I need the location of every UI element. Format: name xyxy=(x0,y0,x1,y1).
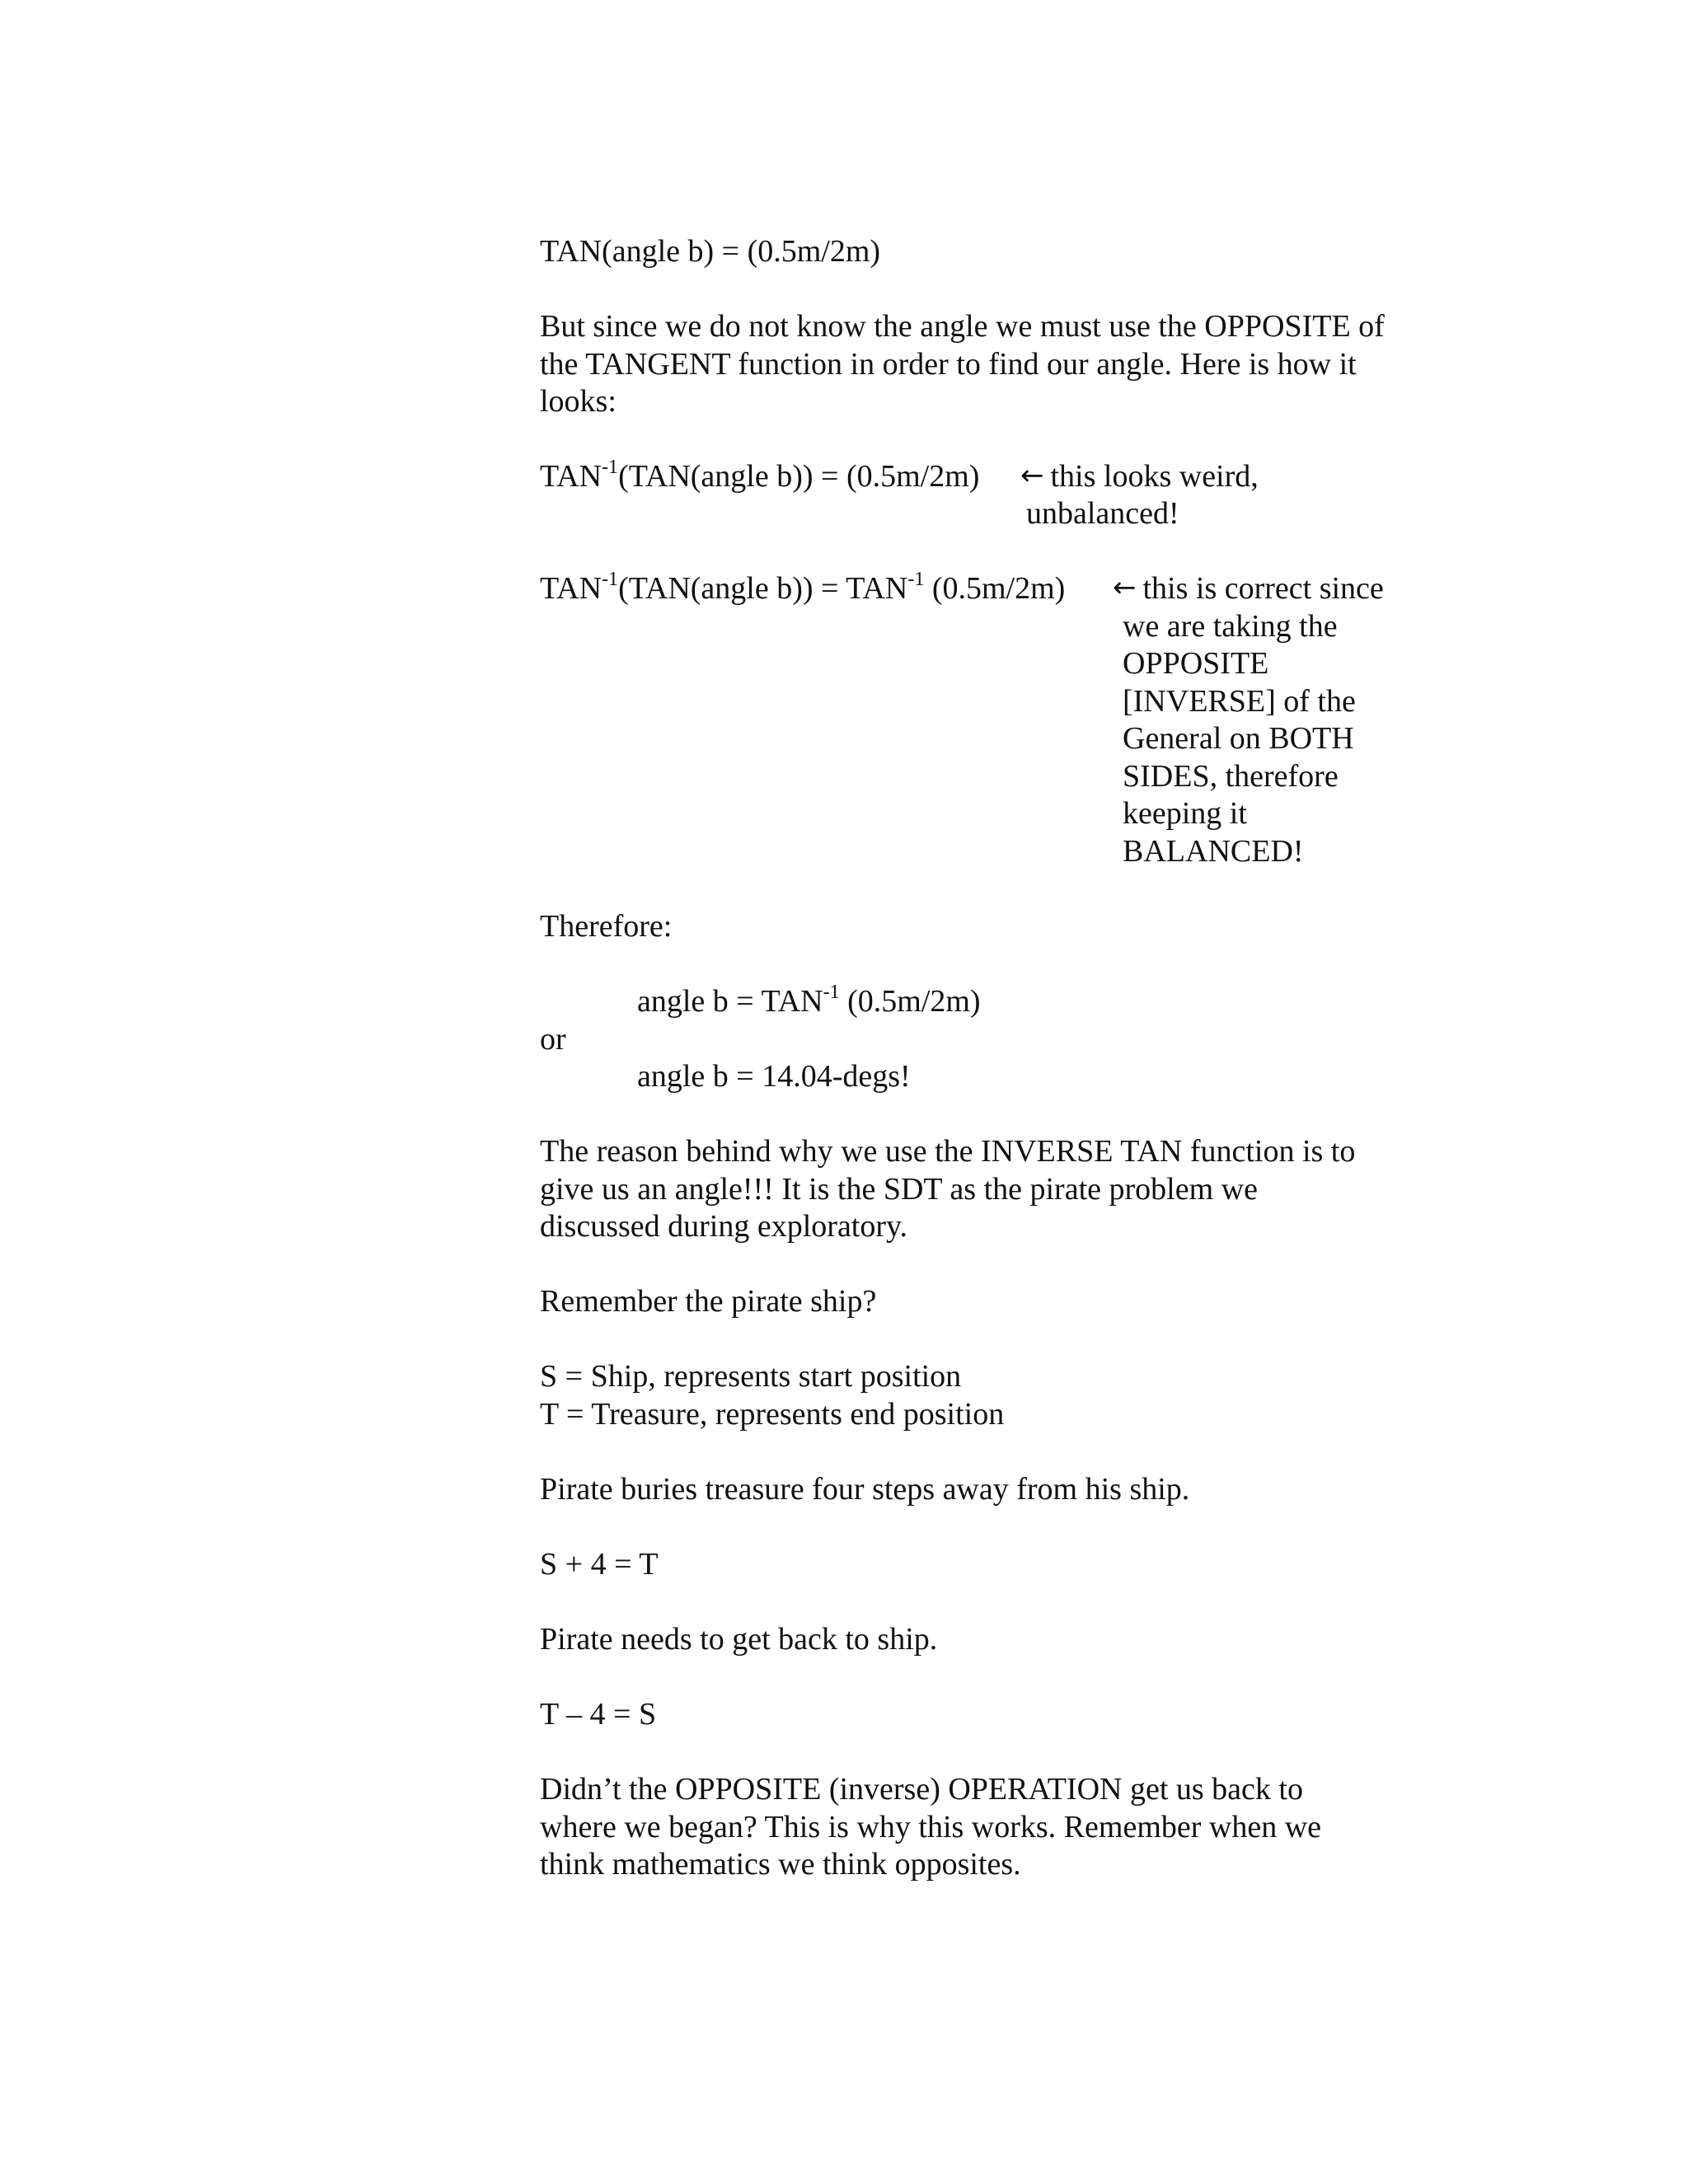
equation-correct-rest: (0.5m/2m) xyxy=(924,571,1066,606)
definition-ship: S = Ship, represents start position xyxy=(540,1359,962,1394)
paragraph-opposite-line-2: the TANGENT function in order to find our angle. Here is how it xyxy=(540,347,1357,382)
angle-equation-superscript: -1 xyxy=(823,982,840,1004)
equation-correct xyxy=(540,569,1065,607)
left-arrow-icon: ← xyxy=(1020,459,1044,492)
definition-treasure: T = Treasure, represents end position xyxy=(540,1397,1005,1432)
equation-s-plus-4: S + 4 = T xyxy=(540,1547,659,1582)
paragraph-reason-line-3: discussed during exploratory. xyxy=(540,1209,908,1244)
correct-note-line-6: SIDES, therefore xyxy=(1123,759,1339,794)
equation-weird-superscript: -1 xyxy=(602,457,619,479)
left-arrow-icon: ← xyxy=(1113,571,1137,604)
correct-note-line-7: keeping it xyxy=(1123,796,1247,831)
equation-correct-middle: (TAN(angle b)) = TAN xyxy=(618,571,908,606)
paragraph-final-line-3: think mathematics we think opposites. xyxy=(540,1847,1021,1882)
equation-correct-superscript-2: -1 xyxy=(907,569,925,591)
weird-note-line-2: unbalanced! xyxy=(1026,496,1179,531)
correct-note-line-5: General on BOTH xyxy=(1123,721,1354,756)
equation-t-minus-4: T – 4 = S xyxy=(540,1697,657,1732)
correct-note-line-1 xyxy=(1113,569,1384,608)
equation-correct-superscript-1: -1 xyxy=(602,569,619,591)
tan-angle-equation: TAN(angle b) = (0.5m/2m) xyxy=(540,234,881,269)
correct-note-text-1: this is correct since xyxy=(1142,571,1384,606)
correct-note-line-2: we are taking the xyxy=(1123,609,1338,644)
remember-pirate-ship: Remember the pirate ship? xyxy=(540,1284,877,1319)
angle-equation-rest: (0.5m/2m) xyxy=(839,984,981,1019)
equation-weird-prefix: TAN xyxy=(540,459,603,494)
or-label: or xyxy=(540,1022,566,1057)
paragraph-final-line-2: where we began? This is why this works. Remember when we xyxy=(540,1810,1322,1844)
therefore-label: Therefore: xyxy=(540,909,673,944)
equation-weird-rest: (TAN(angle b)) = (0.5m/2m) xyxy=(618,459,980,494)
paragraph-opposite-line-1: But since we do not know the angle we must use the OPPOSITE of xyxy=(540,309,1385,344)
correct-note-line-4: [INVERSE] of the xyxy=(1123,684,1356,719)
pirate-buries-text: Pirate buries treasure four steps away from his ship. xyxy=(540,1472,1190,1507)
paragraph-opposite-line-3: looks: xyxy=(540,384,617,419)
correct-note-line-3: OPPOSITE xyxy=(1123,646,1269,681)
correct-note-line-8: BALANCED! xyxy=(1123,834,1304,869)
weird-note-line-1 xyxy=(1020,457,1259,496)
angle-equation-inverse xyxy=(637,982,981,1020)
paragraph-final-line-1: Didn’t the OPPOSITE (inverse) OPERATION get us back to xyxy=(540,1772,1303,1807)
angle-equation-result: angle b = 14.04-degs! xyxy=(637,1059,911,1094)
paragraph-reason-line-1: The reason behind why we use the INVERSE TAN function is to xyxy=(540,1134,1356,1169)
equation-correct-prefix: TAN xyxy=(540,571,603,606)
weird-note-text-1: this looks weird, xyxy=(1050,459,1259,494)
equation-weird xyxy=(540,457,979,495)
angle-equation-prefix: angle b = TAN xyxy=(637,984,823,1019)
paragraph-reason-line-2: give us an angle!!! It is the SDT as the pirate problem we xyxy=(540,1172,1258,1207)
pirate-back-text: Pirate needs to get back to ship. xyxy=(540,1622,938,1657)
